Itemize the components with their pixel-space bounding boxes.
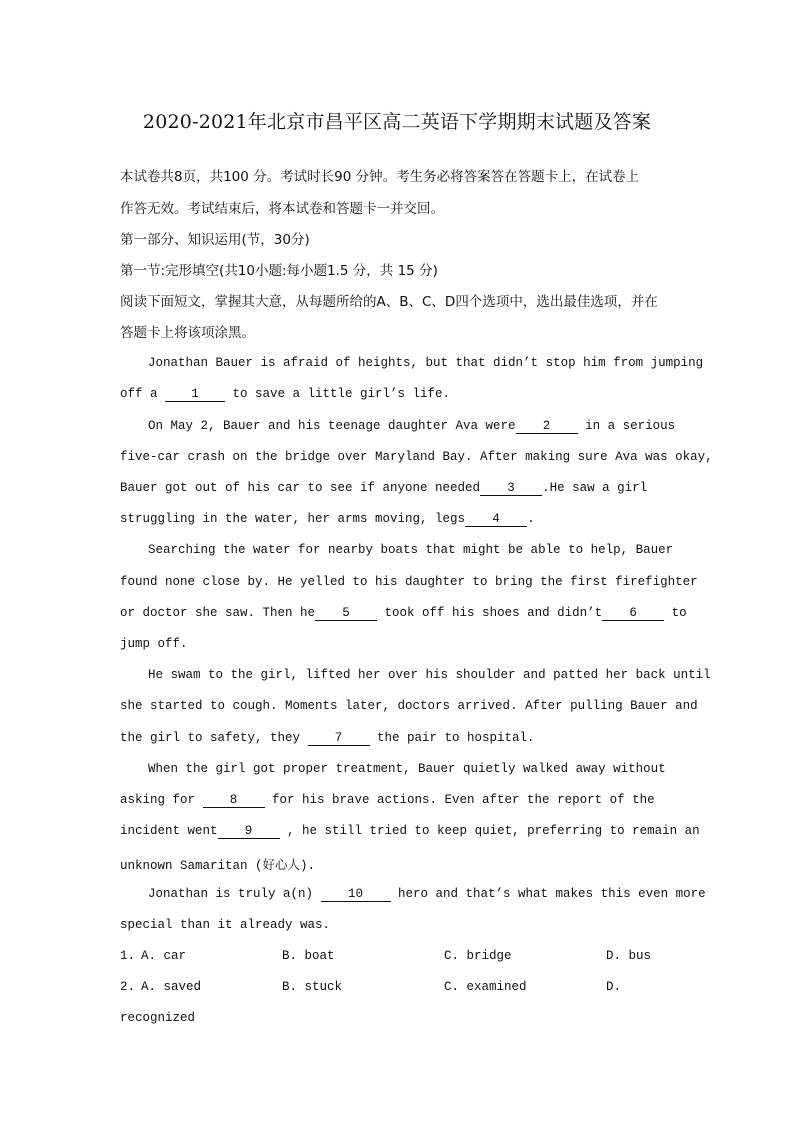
option-a: A. car: [141, 949, 187, 963]
passage-line: Jonathan Bauer is afraid of heights, but that didn’t stop him from jumping: [148, 356, 704, 370]
passage-line: five-car crash on the bridge over Maryland Bay. After making sure Ava was okay,: [120, 450, 713, 464]
passage-line: off a 1 to save a little girl’s life.: [120, 387, 451, 401]
instructions-line-2: 作答无效。考试结束后，将本试卷和答题卡一并交回。: [120, 201, 444, 217]
blank-2: 2: [516, 420, 578, 434]
passage-line: Bauer got out of his car to see if anyone needed 3 .He saw a girl: [120, 481, 648, 495]
blank-9: 9: [218, 825, 280, 839]
passage-line: asking for 8 for his brave actions. Even after the report of the: [120, 793, 655, 807]
option-c: C. bridge: [444, 949, 512, 963]
page-title: 2020-2021年北京市昌平区高二英语下学期期末试题及答案: [142, 111, 652, 133]
passage-line: the girl to safety, they 7 the pair to hospital.: [120, 731, 535, 745]
blank-6: 6: [602, 607, 664, 621]
blank-10: 10: [321, 888, 391, 902]
passage-line: struggling in the water, her arms moving, legs 4 .: [120, 512, 535, 526]
passage-line: incident went 9 , he still tried to keep quiet, preferring to remain an: [120, 824, 700, 838]
passage-line: On May 2, Bauer and his teenage daughter Ava were 2 in a serious: [148, 419, 676, 433]
blank-3: 3: [480, 482, 542, 496]
directions-line-2: 答题卡上将该项涂黑。: [120, 325, 255, 341]
option-b: B. stuck: [282, 980, 343, 994]
blank-8: 8: [203, 794, 265, 808]
blank-5: 5: [315, 607, 377, 621]
part-heading: 第一部分、知识运用(节，30分): [120, 232, 310, 248]
passage-line: jump off.: [120, 637, 188, 651]
question-number: 2.: [120, 980, 136, 994]
passage-line: He swam to the girl, lifted her over his shoulder and patted her back until: [148, 668, 711, 682]
passage-line: special than it already was.: [120, 918, 331, 932]
passage-line: found none close by. He yelled to his daughter to bring the first firefighter: [120, 575, 698, 589]
passage-line: or doctor she saw. Then he 5 took off his shoes and didn’t 6 to: [120, 606, 687, 620]
option-d: D. bus: [606, 949, 652, 963]
option-b: B. boat: [282, 949, 335, 963]
directions-line-1: 阅读下面短文，掌握其大意，从每题所给的A、B、C、D四个选项中，选出最佳选项，并在: [120, 294, 658, 310]
passage-line: Searching the water for nearby boats that might be able to help, Bauer: [148, 543, 674, 557]
passage-line: When the girl got proper treatment, Bauer quietly walked away without: [148, 762, 666, 776]
option-a: A. saved: [141, 980, 202, 994]
instructions-line-1: 本试卷共8页，共100 分。考试时长90 分钟。考生务必将答案答在答题卡上，在试卷上: [120, 169, 640, 185]
blank-4: 4: [465, 513, 527, 527]
option-d: D.: [606, 980, 622, 994]
blank-1: 1: [165, 388, 225, 402]
section-heading: 第一节:完形填空(共10小题:每小题1.5 分，共 15 分): [120, 263, 438, 279]
passage-line: Jonathan is truly a(n) 10 hero and that’s what makes this even more: [148, 887, 706, 901]
passage-line: she started to cough. Moments later, doctors arrived. After pulling Bauer and: [120, 699, 698, 713]
blank-7: 7: [308, 732, 370, 746]
passage-line: unknown Samaritan (好心人).: [120, 859, 316, 873]
option-d-text: recognized: [120, 1011, 196, 1025]
option-c: C. examined: [444, 980, 527, 994]
question-number: 1.: [120, 949, 136, 963]
